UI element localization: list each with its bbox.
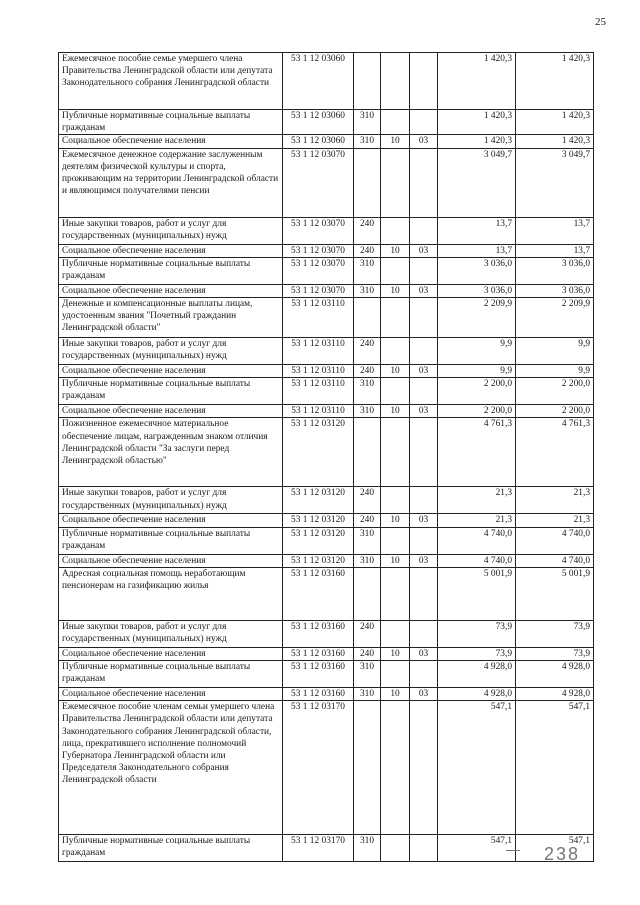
row-value-1: 73,9 — [438, 620, 516, 647]
row-value-2: 4 928,0 — [516, 688, 594, 701]
row-name: Социальное обеспечение населения — [59, 647, 283, 660]
row-rz — [381, 487, 410, 514]
row-rz — [381, 257, 410, 284]
row-value-1: 547,1 — [438, 701, 516, 835]
row-vr: 310 — [354, 378, 381, 405]
row-name: Публичные нормативные социальные выплаты гражданам — [59, 257, 283, 284]
table-row — [59, 527, 594, 554]
row-value-1: 4 761,3 — [438, 418, 516, 487]
row-rz: 10 — [381, 284, 410, 297]
row-pr — [410, 53, 438, 110]
row-value-1: 5 001,9 — [438, 567, 516, 620]
row-value-2: 9,9 — [516, 338, 594, 365]
row-name: Социальное обеспечение населения — [59, 554, 283, 567]
table-row — [59, 647, 594, 660]
table-row — [59, 53, 594, 110]
row-vr: 310 — [354, 661, 381, 688]
row-name: Иные закупки товаров, работ и услуг для государственных (муниципальных) нужд — [59, 338, 283, 365]
row-value-2: 4 761,3 — [516, 418, 594, 487]
row-rz: 10 — [381, 365, 410, 378]
row-rz: 10 — [381, 554, 410, 567]
row-code: 53 1 12 03160 — [283, 620, 354, 647]
row-vr: 240 — [354, 487, 381, 514]
row-rz — [381, 148, 410, 217]
row-vr: 310 — [354, 135, 381, 148]
row-name: Ежемесячное пособие членам семьи умершего члена Правительства Ленинградской области или депутата Законодательного собрания Ленинградской области, лица, прекратившего исполнение полномочий Губернатора Ленинградской области или Председателя Законодательного собрания Ленинградской области — [59, 701, 283, 835]
row-rz — [381, 53, 410, 110]
row-pr: 03 — [410, 135, 438, 148]
row-value-2: 3 036,0 — [516, 257, 594, 284]
table-row — [59, 378, 594, 405]
row-vr: 240 — [354, 338, 381, 365]
row-pr: 03 — [410, 554, 438, 567]
row-value-2: 73,9 — [516, 647, 594, 660]
row-value-1: 2 200,0 — [438, 378, 516, 405]
row-rz — [381, 217, 410, 244]
row-rz — [381, 298, 410, 338]
row-value-2: 2 209,9 — [516, 298, 594, 338]
table-row — [59, 135, 594, 148]
row-code: 53 1 12 03160 — [283, 688, 354, 701]
row-pr — [410, 378, 438, 405]
row-code: 53 1 12 03060 — [283, 53, 354, 110]
row-name: Денежные и компенсационные выплаты лицам, удостоенным звания "Почетный гражданин Ленинградской области" — [59, 298, 283, 338]
row-rz — [381, 378, 410, 405]
row-code: 53 1 12 03120 — [283, 514, 354, 527]
row-rz — [381, 835, 410, 862]
row-vr: 240 — [354, 217, 381, 244]
row-value-1: 4 928,0 — [438, 688, 516, 701]
table-row — [59, 284, 594, 297]
row-code: 53 1 12 03160 — [283, 661, 354, 688]
row-pr: 03 — [410, 244, 438, 257]
row-rz — [381, 620, 410, 647]
row-value-1: 73,9 — [438, 647, 516, 660]
row-rz: 10 — [381, 514, 410, 527]
row-pr: 03 — [410, 365, 438, 378]
row-vr: 240 — [354, 244, 381, 257]
row-rz — [381, 338, 410, 365]
row-code: 53 1 12 03110 — [283, 405, 354, 418]
row-value-1: 9,9 — [438, 338, 516, 365]
row-code: 53 1 12 03160 — [283, 567, 354, 620]
row-name: Социальное обеспечение населения — [59, 405, 283, 418]
table-row — [59, 217, 594, 244]
row-pr — [410, 418, 438, 487]
row-value-2: 1 420,3 — [516, 53, 594, 110]
row-name: Ежемесячное денежное содержание заслуженным деятелям физической культуры и спорта, проживающим на территории Ленинградской области и являющимся получателями пенсии — [59, 148, 283, 217]
row-value-2: 21,3 — [516, 487, 594, 514]
row-value-1: 1 420,3 — [438, 110, 516, 135]
row-name: Иные закупки товаров, работ и услуг для государственных (муниципальных) нужд — [59, 487, 283, 514]
row-name: Адресная социальная помощь неработающим пенсионерам на газификацию жилья — [59, 567, 283, 620]
row-name: Иные закупки товаров, работ и услуг для государственных (муниципальных) нужд — [59, 217, 283, 244]
row-code: 53 1 12 03070 — [283, 244, 354, 257]
row-vr: 240 — [354, 365, 381, 378]
row-rz — [381, 567, 410, 620]
row-rz — [381, 661, 410, 688]
row-vr — [354, 53, 381, 110]
row-value-2: 547,1 — [516, 835, 594, 862]
row-value-2: 3 049,7 — [516, 148, 594, 217]
row-code: 53 1 12 03120 — [283, 527, 354, 554]
row-pr: 03 — [410, 405, 438, 418]
row-vr: 310 — [354, 554, 381, 567]
row-code: 53 1 12 03070 — [283, 284, 354, 297]
row-value-1: 1 420,3 — [438, 53, 516, 110]
row-value-2: 2 200,0 — [516, 405, 594, 418]
row-value-1: 9,9 — [438, 365, 516, 378]
page-number: 25 — [595, 16, 606, 28]
row-vr: 240 — [354, 620, 381, 647]
row-vr: 310 — [354, 257, 381, 284]
row-name: Публичные нормативные социальные выплаты гражданам — [59, 110, 283, 135]
row-rz — [381, 110, 410, 135]
table-row — [59, 365, 594, 378]
table-row — [59, 514, 594, 527]
row-vr: 310 — [354, 284, 381, 297]
row-value-1: 3 036,0 — [438, 257, 516, 284]
row-value-2: 1 420,3 — [516, 135, 594, 148]
row-name: Публичные нормативные социальные выплаты гражданам — [59, 527, 283, 554]
row-pr — [410, 338, 438, 365]
table-row — [59, 418, 594, 487]
row-pr — [410, 527, 438, 554]
table-row — [59, 661, 594, 688]
row-value-2: 1 420,3 — [516, 110, 594, 135]
row-vr: 310 — [354, 688, 381, 701]
row-pr: 03 — [410, 284, 438, 297]
row-value-1: 2 209,9 — [438, 298, 516, 338]
row-pr: 03 — [410, 647, 438, 660]
row-value-2: 4 740,0 — [516, 527, 594, 554]
row-rz — [381, 418, 410, 487]
row-pr — [410, 487, 438, 514]
table-body — [59, 53, 594, 862]
row-code: 53 1 12 03170 — [283, 701, 354, 835]
row-value-2: 13,7 — [516, 217, 594, 244]
row-vr: 310 — [354, 110, 381, 135]
row-name: Социальное обеспечение населения — [59, 365, 283, 378]
row-pr — [410, 567, 438, 620]
row-rz — [381, 527, 410, 554]
table-row — [59, 110, 594, 135]
row-value-2: 3 036,0 — [516, 284, 594, 297]
row-rz: 10 — [381, 647, 410, 660]
row-value-1: 13,7 — [438, 217, 516, 244]
row-name: Социальное обеспечение населения — [59, 244, 283, 257]
row-pr — [410, 217, 438, 244]
budget-table — [58, 52, 594, 862]
row-value-2: 21,3 — [516, 514, 594, 527]
row-vr: 310 — [354, 405, 381, 418]
table-row — [59, 405, 594, 418]
row-name: Иные закупки товаров, работ и услуг для государственных (муниципальных) нужд — [59, 620, 283, 647]
row-rz: 10 — [381, 244, 410, 257]
row-value-2: 5 001,9 — [516, 567, 594, 620]
row-name: Ежемесячное пособие семье умершего члена Правительства Ленинградской области или депутата Законодательного собрания Ленинградской области — [59, 53, 283, 110]
row-code: 53 1 12 03170 — [283, 835, 354, 862]
table-row — [59, 298, 594, 338]
table-row — [59, 148, 594, 217]
handwritten-mark: 238 — [544, 844, 581, 864]
row-name: Социальное обеспечение населения — [59, 284, 283, 297]
row-pr — [410, 661, 438, 688]
row-code: 53 1 12 03110 — [283, 298, 354, 338]
row-vr — [354, 567, 381, 620]
table-row — [59, 688, 594, 701]
row-name: Пожизненное ежемесячное материальное обеспечение лицам, награжденным знаком отличия Ленинградской области "За заслуги перед Ленинградской областью" — [59, 418, 283, 487]
row-value-1: 3 036,0 — [438, 284, 516, 297]
row-pr: 03 — [410, 514, 438, 527]
row-pr — [410, 148, 438, 217]
row-value-1: 1 420,3 — [438, 135, 516, 148]
row-pr — [410, 257, 438, 284]
table-row — [59, 338, 594, 365]
row-vr — [354, 148, 381, 217]
row-value-2: 13,7 — [516, 244, 594, 257]
row-value-1: 13,7 — [438, 244, 516, 257]
row-value-2: 73,9 — [516, 620, 594, 647]
row-value-1: 4 740,0 — [438, 554, 516, 567]
row-code: 53 1 12 03120 — [283, 554, 354, 567]
row-value-2: 4 928,0 — [516, 661, 594, 688]
table-row — [59, 701, 594, 835]
row-code: 53 1 12 03120 — [283, 487, 354, 514]
row-value-2: 2 200,0 — [516, 378, 594, 405]
row-code: 53 1 12 03070 — [283, 217, 354, 244]
row-name: Социальное обеспечение населения — [59, 514, 283, 527]
row-pr — [410, 620, 438, 647]
row-rz — [381, 701, 410, 835]
row-name: Социальное обеспечение населения — [59, 688, 283, 701]
row-code: 53 1 12 03060 — [283, 135, 354, 148]
row-value-2: 4 740,0 — [516, 554, 594, 567]
row-pr: 03 — [410, 688, 438, 701]
row-vr — [354, 418, 381, 487]
row-pr — [410, 835, 438, 862]
row-value-1: 21,3 — [438, 514, 516, 527]
row-name: Публичные нормативные социальные выплаты гражданам — [59, 835, 283, 862]
row-vr: 310 — [354, 835, 381, 862]
row-value-2: 9,9 — [516, 365, 594, 378]
table-row — [59, 567, 594, 620]
row-value-1: 21,3 — [438, 487, 516, 514]
row-value-1: 4 928,0 — [438, 661, 516, 688]
row-vr — [354, 701, 381, 835]
table-row — [59, 257, 594, 284]
row-vr: 310 — [354, 527, 381, 554]
row-code: 53 1 12 03110 — [283, 338, 354, 365]
table-row — [59, 620, 594, 647]
row-code: 53 1 12 03060 — [283, 110, 354, 135]
table-row — [59, 244, 594, 257]
row-value-2: 547,1 — [516, 701, 594, 835]
table-row — [59, 554, 594, 567]
row-vr: 240 — [354, 647, 381, 660]
row-name: Публичные нормативные социальные выплаты гражданам — [59, 661, 283, 688]
row-name: Публичные нормативные социальные выплаты гражданам — [59, 378, 283, 405]
row-vr — [354, 298, 381, 338]
row-pr — [410, 701, 438, 835]
row-rz: 10 — [381, 405, 410, 418]
row-value-1: 2 200,0 — [438, 405, 516, 418]
row-code: 53 1 12 03110 — [283, 365, 354, 378]
row-value-1: 547,1 — [438, 835, 516, 862]
row-rz: 10 — [381, 688, 410, 701]
row-code: 53 1 12 03070 — [283, 148, 354, 217]
row-pr — [410, 298, 438, 338]
row-name: Социальное обеспечение населения — [59, 135, 283, 148]
row-code: 53 1 12 03160 — [283, 647, 354, 660]
row-value-1: 4 740,0 — [438, 527, 516, 554]
row-vr: 240 — [354, 514, 381, 527]
row-rz: 10 — [381, 135, 410, 148]
table-row — [59, 487, 594, 514]
row-code: 53 1 12 03120 — [283, 418, 354, 487]
row-code: 53 1 12 03070 — [283, 257, 354, 284]
row-value-1: 3 049,7 — [438, 148, 516, 217]
row-pr — [410, 110, 438, 135]
row-code: 53 1 12 03110 — [283, 378, 354, 405]
